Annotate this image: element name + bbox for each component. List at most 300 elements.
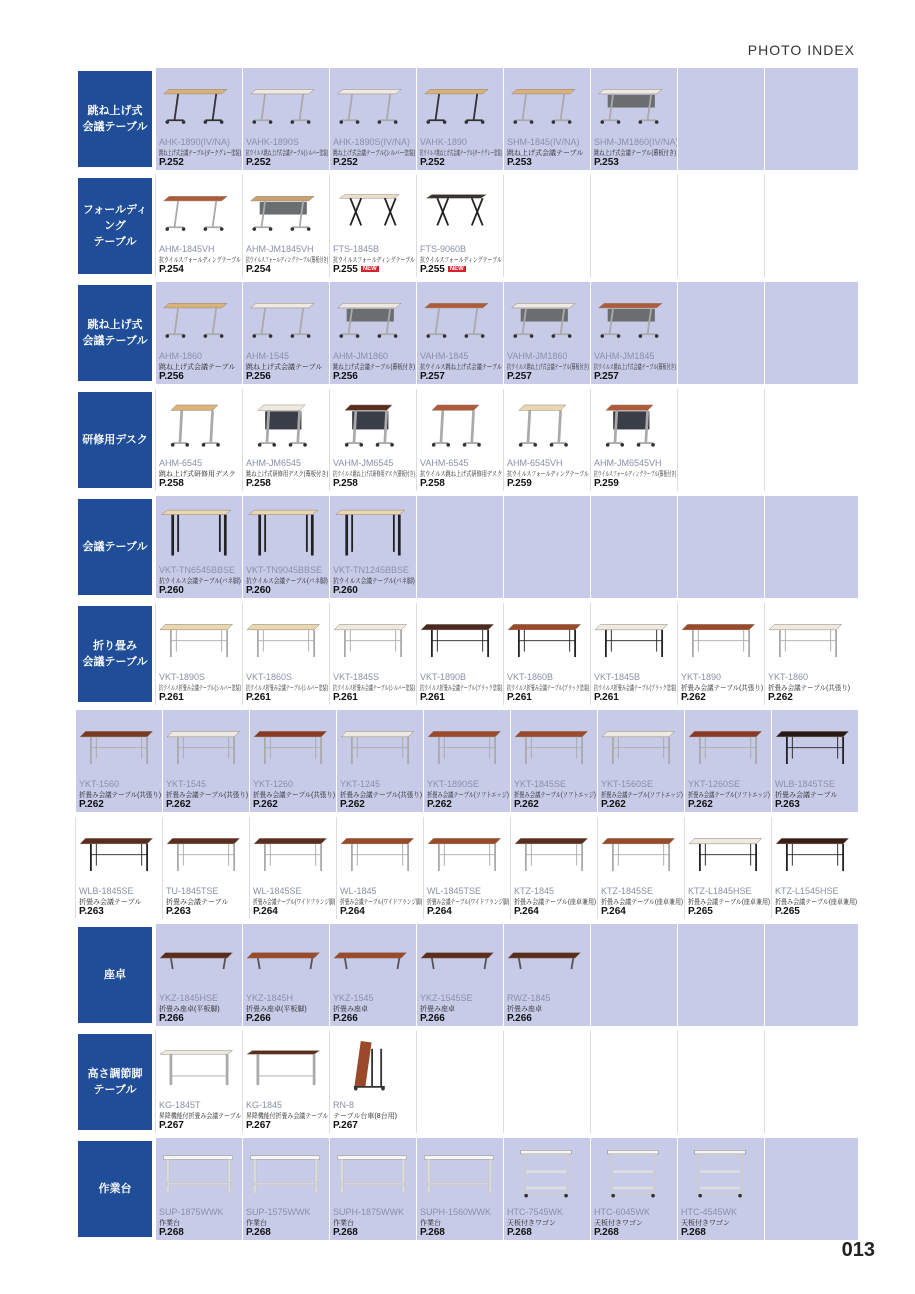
product-description: 抗ウイルス折畳み会議テーブル(シルバー塗装) [246,685,328,692]
product-cell[interactable] [242,1031,329,1133]
product-code: YKT-1560SE [601,779,654,789]
product-photo [341,716,419,774]
product-cell[interactable] [771,710,858,812]
product-photo [508,288,586,346]
product-description: 折畳み会議テーブル(座卓兼用) [601,899,684,906]
product-description: 抗ウイルス跳ね上げ式会議テーブル(シルバー塗装) [246,150,328,157]
page-reference-text: P.258 [420,478,445,489]
product-description: 抗ウイルス会議テーブル(パネ脚) [246,578,328,585]
product-cell[interactable] [329,1031,416,1133]
product-photo [160,1144,238,1202]
page-reference-text: P.262 [166,799,191,810]
product-cell[interactable] [155,603,242,705]
page-reference [601,906,626,917]
product-photo [334,1144,412,1202]
product-photo [160,181,238,239]
product-photo [334,74,412,132]
product-description: 折畳み座卓 [333,1006,368,1013]
product-photo [508,1144,586,1202]
product-photo [602,823,680,881]
product-description: 跳ね上げ式会議テーブル(ダークグレー塗装) [159,150,242,157]
page-reference [253,799,278,810]
product-cell[interactable] [684,817,771,919]
product-description: 作業台 [420,1220,441,1227]
product-description: 天板付きワゴン [681,1220,730,1227]
product-photo [167,716,245,774]
product-cell[interactable] [329,1138,416,1240]
page-reference-text: P.267 [159,1120,184,1131]
product-cell[interactable] [423,817,510,919]
page-reference-text: P.262 [253,799,278,810]
page-reference [420,157,445,168]
page-reference [333,371,358,382]
product-cell[interactable] [249,817,336,919]
page-reference [246,371,271,382]
page-reference [594,157,619,168]
product-cell [590,496,677,598]
product-photo [776,823,854,881]
page-reference [420,1227,445,1238]
product-cell[interactable] [155,389,242,491]
page-reference [246,692,271,703]
page-reference-text: P.268 [594,1227,619,1238]
category-label: 会議テーブル [75,496,155,598]
product-code: AHM-6545 [159,458,203,468]
product-code: YKT-1545 [166,779,207,789]
index-row [75,710,858,812]
page-reference [246,157,271,168]
product-cell [764,496,851,598]
product-photo [602,716,680,774]
page-reference [681,692,706,703]
product-photo [247,288,325,346]
page-reference-text: P.260 [246,585,271,596]
product-code: VKT-1890B [420,672,467,682]
page-reference [340,799,365,810]
page-reference [333,1120,358,1131]
product-cell[interactable] [336,710,423,812]
product-photo [341,823,419,881]
product-code: AHM-JM6545 [246,458,302,468]
product-photo [595,609,673,667]
page-reference-text: P.261 [246,692,271,703]
product-cell [764,389,851,491]
page-reference-text: P.257 [420,371,445,382]
product-code: VKT-1860S [246,672,293,682]
product-description: 抗ウイルス折畳み会議テーブル(シルバー塗装) [333,685,415,692]
page-reference [681,1227,706,1238]
product-photo [247,181,325,239]
page-reference [79,906,104,917]
product-code: WL-1845 [340,886,377,896]
product-code: YKZ-1845H [246,993,294,1003]
product-code: SUP-1875WWK [159,1207,224,1217]
page-reference-text: P.258 [159,478,184,489]
product-code: YKZ-1545SE [420,993,473,1003]
product-description: 折畳み会議テーブル(共張り) [253,792,336,799]
page-reference [507,371,532,382]
product-description: 抗ウイルスフォールディングテーブル [507,471,589,478]
product-cell[interactable] [416,68,503,170]
product-description: 折畳み会議テーブル [775,792,838,799]
product-photo [160,930,238,988]
category-label: 折り畳み 会議テーブル [75,603,155,705]
new-badge: NEW [362,266,377,273]
product-cell[interactable] [242,603,329,705]
product-cell[interactable] [75,710,162,812]
page-reference-text: P.266 [333,1013,358,1024]
page-reference-text: P.261 [420,692,445,703]
product-photo [334,609,412,667]
product-photo [595,395,673,453]
product-code: AHK-1890(IV/NA) [159,137,231,147]
page-reference [507,157,532,168]
product-cell[interactable] [329,389,416,491]
product-code: YKT-1560 [79,779,120,789]
product-cell[interactable] [155,282,242,384]
page-reference-text: P.261 [159,692,184,703]
product-photo [421,1144,499,1202]
product-description: 折畳み会議テーブル(座卓兼用) [514,899,597,906]
product-cell[interactable] [416,175,503,277]
index-row [75,175,858,277]
product-cell[interactable] [764,603,851,705]
product-photo [160,395,238,453]
index-row [75,389,858,491]
page-reference-text: P.260 [333,585,358,596]
product-code: SUPH-1875WWK [333,1207,405,1217]
page-reference-text: P.256 [333,371,358,382]
product-cell[interactable] [416,282,503,384]
product-description: 作業台 [333,1220,354,1227]
page-reference [420,692,445,703]
page-reference [333,264,379,275]
page-reference [594,692,619,703]
product-photo [421,609,499,667]
page-reference [507,1227,532,1238]
product-cell[interactable] [677,603,764,705]
product-code: VAHK-1890 [420,137,467,147]
product-photo [515,716,593,774]
product-photo [508,74,586,132]
product-code: HTC-7545WK [507,1207,564,1217]
page-reference [427,799,452,810]
product-description: 抗ウイルスフォールディングテーブル [420,257,502,264]
product-code: YKT-1260 [253,779,294,789]
page-reference-text: P.263 [166,906,191,917]
product-cell[interactable] [155,68,242,170]
index-row [75,496,858,598]
product-cell[interactable] [590,389,677,491]
product-photo [80,823,158,881]
page-reference-text: P.262 [514,799,539,810]
product-code: RWZ-1845 [507,993,551,1003]
page-reference [594,478,619,489]
page-reference-text: P.267 [246,1120,271,1131]
product-code: AHM-JM1845VH [246,244,314,254]
page-reference [159,478,184,489]
page-reference [601,799,626,810]
page-reference-text: P.262 [79,799,104,810]
product-code: YKT-1260SE [688,779,741,789]
product-description: 折畳み会議テーブル(ワイドフランジ脚) [340,899,423,906]
product-cell[interactable] [329,603,416,705]
product-photo [247,1037,325,1095]
product-code: RN-8 [333,1100,355,1110]
page-reference [333,478,358,489]
product-description: 折畳み会議テーブル(ソフトエッジ) [514,792,596,799]
page-reference-text: P.262 [601,799,626,810]
product-cell[interactable] [329,282,416,384]
product-cell [416,1031,503,1133]
product-cell[interactable] [249,710,336,812]
product-cell[interactable] [242,1138,329,1240]
product-code: VAHM-JM1860 [507,351,568,361]
page-reference-text: P.263 [79,906,104,917]
product-description: 抗ウイルス折畳み会議テーブル(ブラック塗装) [594,685,677,692]
product-cell [764,175,851,277]
product-cell[interactable] [503,282,590,384]
product-code: TU-1845TSE [166,886,219,896]
page-reference [420,1013,445,1024]
product-code: WL-1845SE [253,886,302,896]
product-cell[interactable] [336,817,423,919]
product-cell[interactable] [590,1138,677,1240]
product-cell[interactable] [242,924,329,1026]
page-reference [253,906,278,917]
page-reference [159,1013,184,1024]
product-code: AHM-JM6545VH [594,458,662,468]
product-cell[interactable] [162,710,249,812]
product-photo [80,716,158,774]
product-code: VKT-1860B [507,672,554,682]
page-reference [246,1227,271,1238]
product-description: テーブル台車(8台用) [333,1113,397,1120]
product-description: 天板付きワゴン [594,1220,643,1227]
page-reference [333,1227,358,1238]
page-reference-text: P.268 [159,1227,184,1238]
product-code: WL-1845TSE [427,886,482,896]
page-reference [159,371,184,382]
product-code: WLB-1845TSE [775,779,836,789]
product-cell[interactable] [155,1138,242,1240]
index-row [75,1031,858,1133]
product-code: YKT-1860 [768,672,809,682]
product-description: 抗ウイルス折畳み会議テーブル(ブラック塗装) [507,685,590,692]
page-reference [420,371,445,382]
product-photo [689,823,767,881]
product-code: VAHK-1890S [246,137,299,147]
product-cell [677,496,764,598]
product-cell[interactable] [510,710,597,812]
page-reference-text: P.267 [333,1120,358,1131]
product-cell[interactable] [242,496,329,598]
product-cell[interactable] [590,68,677,170]
product-cell[interactable] [416,603,503,705]
page-reference-text: P.262 [768,692,793,703]
product-description: 抗ウイルス跳ね上げ式研修用デスク [420,471,503,478]
product-cell [764,1031,851,1133]
product-cell[interactable] [155,496,242,598]
product-code: AHK-1890S(IV/NA) [333,137,411,147]
page-reference [507,478,532,489]
index-row [75,603,858,705]
product-code: FTS-9060B [420,244,467,254]
product-description: 折畳み会議テーブル(共張り) [166,792,249,799]
product-photo [254,823,332,881]
product-description: 抗ウイルス会議テーブル(パネ脚) [333,578,415,585]
page-reference [420,264,466,275]
product-cell[interactable] [162,817,249,919]
product-description: 跳ね上げ式会議テーブル(幕板付き) [594,150,677,157]
product-cell[interactable] [590,282,677,384]
product-photo [334,395,412,453]
product-cell [503,1031,590,1133]
product-cell[interactable] [329,496,416,598]
product-code: AHM-1545 [246,351,290,361]
page-reference [768,692,793,703]
product-description: 跳ね上げ式会議テーブル [507,150,584,157]
product-photo [428,823,506,881]
product-cell[interactable] [597,817,684,919]
product-description: 折畳み座卓(平板脚) [159,1006,220,1013]
page-reference-text: P.252 [333,157,358,168]
page-reference [79,799,104,810]
page-reference-text: P.258 [333,478,358,489]
page-reference-text: P.268 [246,1227,271,1238]
product-cell[interactable] [684,710,771,812]
page-reference [166,906,191,917]
product-cell[interactable] [503,924,590,1026]
product-code: YKT-1890SE [427,779,480,789]
page-reference-text: P.260 [159,585,184,596]
product-cell[interactable] [242,389,329,491]
product-description: 抗ウイルス跳ね上げ式研修用デスク(幕板付き) [333,471,415,478]
page-reference-text: P.254 [246,264,271,275]
product-photo [421,395,499,453]
product-photo [421,930,499,988]
product-code: YKT-1245 [340,779,381,789]
product-photo [160,74,238,132]
product-cell[interactable] [503,389,590,491]
product-cell[interactable] [155,1031,242,1133]
product-code: SUP-1575WWK [246,1207,311,1217]
product-cell[interactable] [416,389,503,491]
product-cell[interactable] [503,68,590,170]
product-photo [689,716,767,774]
product-description: 折畳み会議テーブル(共張り) [340,792,423,799]
product-description: 折畳み座卓 [507,1006,542,1013]
product-description: 折畳み会議テーブル(共張り) [681,685,764,692]
product-cell[interactable] [329,68,416,170]
page-reference [507,692,532,703]
product-code: VAHM-1845 [420,351,469,361]
product-code: VKT-TN9045BBSE [246,565,323,575]
product-photo [167,823,245,881]
index-row [75,282,858,384]
page-reference [159,264,184,275]
product-cell [677,68,764,170]
page-reference [594,371,619,382]
product-code: WLB-1845SE [79,886,134,896]
product-cell[interactable] [416,1138,503,1240]
category-label: 研修用デスク [75,389,155,491]
product-description: 跳ね上げ式研修用デスク(幕板付き) [246,471,329,478]
page-reference-text: P.264 [601,906,626,917]
product-photo [334,288,412,346]
product-cell [503,496,590,598]
product-cell[interactable] [510,817,597,919]
product-code: VAHM-JM6545 [333,458,394,468]
page-reference-text: P.268 [420,1227,445,1238]
page-reference-text: P.266 [507,1013,532,1024]
product-description: 跳ね上げ式研修用デスク [159,471,236,478]
product-cell[interactable] [242,175,329,277]
product-cell[interactable] [771,817,858,919]
page-reference [246,1120,271,1131]
product-cell[interactable] [155,175,242,277]
product-photo [160,502,238,560]
product-code: AHM-1845VH [159,244,215,254]
page-reference-text: P.263 [775,799,800,810]
product-cell [590,175,677,277]
page-reference [507,1013,532,1024]
product-cell [677,389,764,491]
product-cell[interactable] [242,68,329,170]
page-reference-text: P.262 [340,799,365,810]
product-cell[interactable] [503,1138,590,1240]
product-cell[interactable] [503,603,590,705]
product-code: YKT-1845SE [514,779,567,789]
product-cell [590,1031,677,1133]
product-cell[interactable] [329,175,416,277]
page-header-title: PHOTO INDEX [747,42,855,58]
page-reference [159,1120,184,1131]
category-label: 跳ね上げ式 会議テーブル [75,282,155,384]
product-cell[interactable] [423,710,510,812]
page-reference [514,906,539,917]
product-cell[interactable] [590,603,677,705]
product-code: KG-1845T [159,1100,201,1110]
page-reference-text: P.252 [246,157,271,168]
product-code: VKT-1845B [594,672,641,682]
page-reference [514,799,539,810]
product-cell[interactable] [597,710,684,812]
product-description: 昇降機能付折畳み会議テーブル [246,1113,329,1120]
product-description: 抗ウイルス跳ね上げ式会議テーブル [420,364,502,371]
product-cell[interactable] [416,924,503,1026]
page-reference-text: P.261 [333,692,358,703]
page-reference-text: P.252 [420,157,445,168]
product-cell[interactable] [242,282,329,384]
product-code: YKT-1890 [681,672,722,682]
page-reference-text: P.253 [507,157,532,168]
index-row [75,817,858,919]
page-reference-text: P.261 [594,692,619,703]
page-reference-text: P.262 [681,692,706,703]
product-cell[interactable] [329,924,416,1026]
product-cell[interactable] [677,1138,764,1240]
product-description: 抗ウイルスフォールディングテーブル [159,257,241,264]
category-label: 座卓 [75,924,155,1026]
page-reference [688,906,713,917]
product-cell [764,1138,851,1240]
product-cell[interactable] [155,924,242,1026]
product-cell[interactable] [75,817,162,919]
page-reference [159,1227,184,1238]
product-photo [595,74,673,132]
page-reference-text: P.262 [427,799,452,810]
